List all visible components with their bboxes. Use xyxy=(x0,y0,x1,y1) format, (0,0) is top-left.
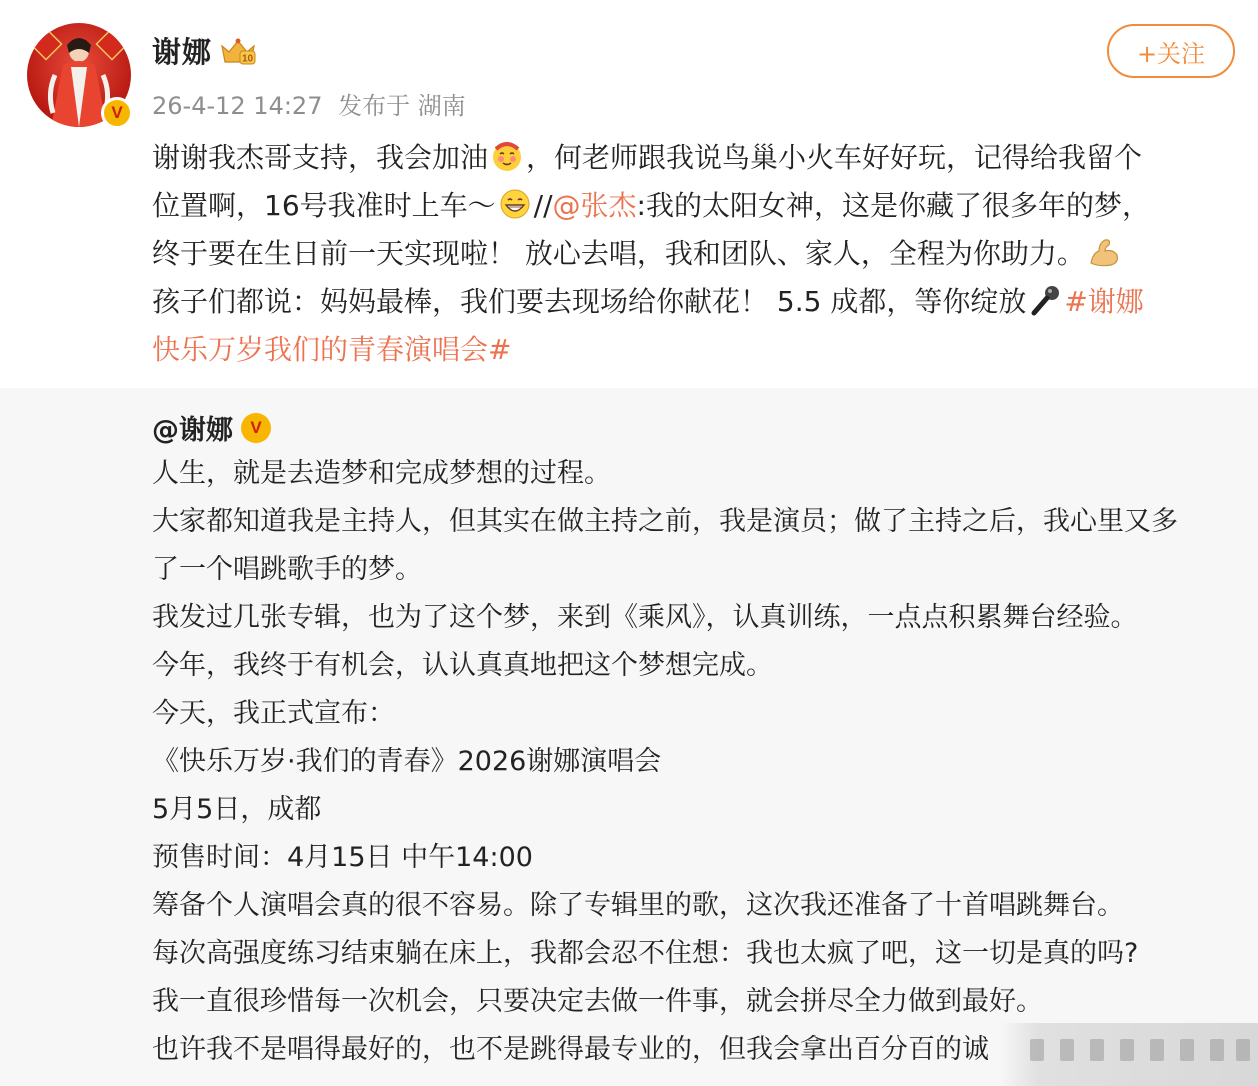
mention-link[interactable]: @张杰 xyxy=(552,189,637,222)
post-text xyxy=(152,134,1222,374)
post-text-line: 位置啊，16号我准时上车～ xyxy=(152,189,496,222)
verified-icon: V xyxy=(241,413,271,443)
quoted-line: 5月5日，成都 xyxy=(152,794,322,825)
flexed-arm-emoji-icon xyxy=(1087,235,1121,269)
vip-level: 10 xyxy=(241,53,254,65)
repost-separator: // xyxy=(533,189,553,222)
quoted-line: 筹备个人演唱会真的很不容易。除了专辑里的歌，这次我还准备了十首唱跳舞台。 xyxy=(152,890,1124,921)
post-text-line: 孩子们都说：妈妈最棒，我们要去现场给你献花！ 5.5 成都，等你绽放 xyxy=(152,285,1027,318)
post-timestamp[interactable]: 26-4-12 14:27 xyxy=(152,92,323,120)
verified-icon: V xyxy=(101,97,133,129)
hashtag-link-continued[interactable]: 快乐万岁我们的青春演唱会# xyxy=(152,333,512,366)
username[interactable]: 谢娜 xyxy=(152,35,213,69)
quoted-line: 我发过几张专辑，也为了这个梦，来到《乘风》，认真训练，一点点积累舞台经验。 xyxy=(152,602,1138,633)
quoted-author-name[interactable]: @谢娜 xyxy=(152,415,233,446)
watermark-blur xyxy=(1000,1023,1258,1086)
post-text-line: 谢谢我杰哥支持，我会加油 xyxy=(152,141,489,174)
quoted-line: 《快乐万岁·我们的青春》2026谢娜演唱会 xyxy=(152,746,662,777)
quoted-author[interactable] xyxy=(152,408,271,447)
grin-emoji-icon xyxy=(498,187,532,221)
hashtag-link[interactable]: #谢娜 xyxy=(1064,285,1144,318)
blushing-emoji-icon xyxy=(490,139,524,173)
quoted-line: 人生，就是去造梦和完成梦想的过程。 xyxy=(152,458,611,489)
post-location: 发布于 湖南 xyxy=(338,92,466,120)
quoted-line: 大家都知道我是主持人，但其实在做主持之前，我是演员；做了主持之后，我心里又多 xyxy=(152,506,1178,537)
post-text-line: :我的太阳女神，这是你藏了很多年的梦， xyxy=(636,189,1150,222)
avatar[interactable] xyxy=(27,23,131,127)
post-text-line: 终于要在生日前一天实现啦！ 放心去唱，我和团队、家人，全程为你助力。 xyxy=(152,237,1085,270)
post-text-line: ，何老师跟我说鸟巢小火车好好玩，记得给我留个 xyxy=(526,141,1143,174)
quoted-post[interactable] xyxy=(0,388,1258,1086)
vip-crown-icon[interactable] xyxy=(219,38,257,66)
quoted-line: 今天，我正式宣布： xyxy=(152,698,395,729)
quoted-line: 预售时间：4月15日 中午14:00 xyxy=(152,842,533,873)
quoted-line: 也许我不是唱得最好的，也不是跳得最专业的，但我会拿出百分百的诚 xyxy=(152,1034,989,1065)
quoted-line: 今年，我终于有机会，认认真真地把这个梦想完成。 xyxy=(152,650,773,681)
quoted-line: 我一直很珍惜每一次机会，只要决定去做一件事，就会拼尽全力做到最好。 xyxy=(152,986,1043,1017)
post-meta xyxy=(152,86,474,121)
quoted-text xyxy=(152,450,1222,1074)
quoted-line: 每次高强度练习结束躺在床上，我都会忍不住想：我也太疯了吧，这一切是真的吗? xyxy=(152,938,1139,969)
quoted-line: 了一个唱跳歌手的梦。 xyxy=(152,554,422,585)
follow-button[interactable]: +关注 xyxy=(1107,24,1235,78)
microphone-emoji-icon xyxy=(1028,283,1062,317)
